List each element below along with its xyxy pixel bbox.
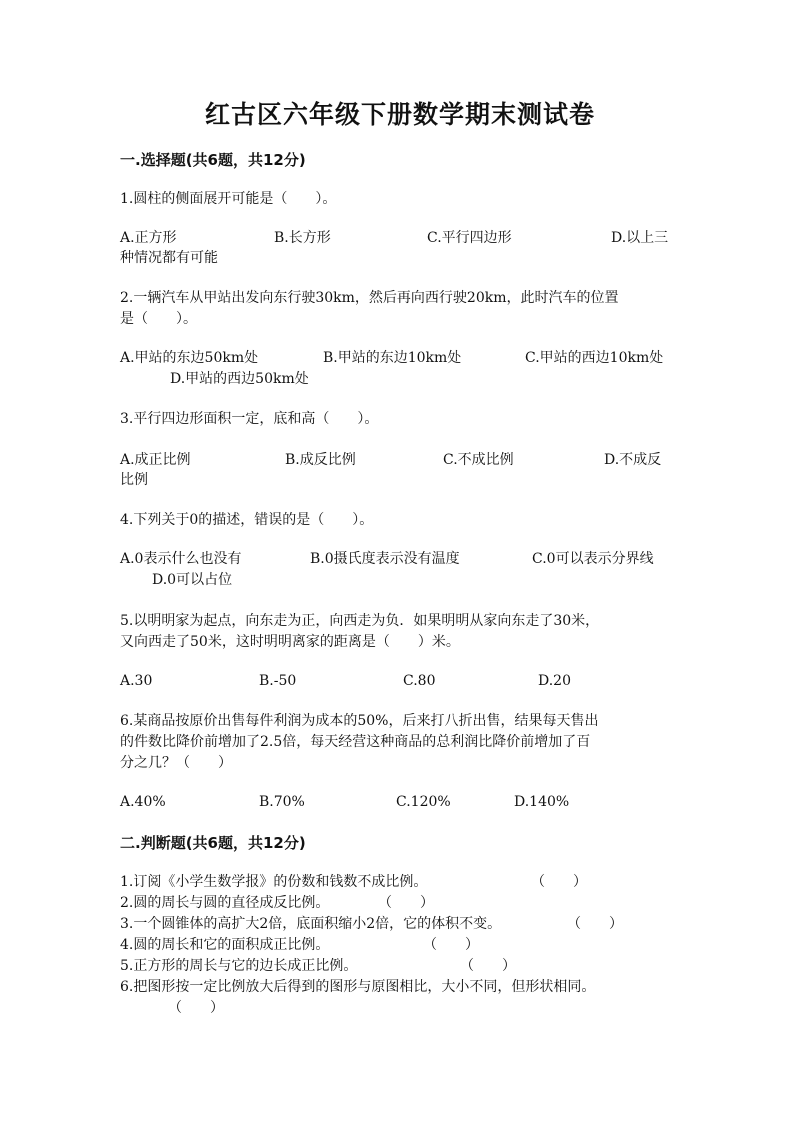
q4-option-a: A.0表示什么也没有 (120, 551, 242, 567)
judge-item-5: 5.正方形的周长与它的边长成正比例。 (120, 958, 358, 974)
q5-option-c: C.80 (403, 673, 436, 689)
q1-option-b: B.长方形 (274, 230, 331, 246)
q5-option-b: B.-50 (259, 673, 297, 689)
q2-option-c: C.甲站的西边10km处 (525, 350, 664, 366)
q2-option-b: B.甲站的东边10km处 (323, 350, 462, 366)
q2-option-d: D.甲站的西边50km处 (170, 371, 309, 387)
q1-option-c: C.平行四边形 (427, 230, 512, 246)
question-6-stem-line2: 的件数比降价前增加了2.5倍，每天经营这种商品的总利润比降价前增加了百 (120, 734, 591, 750)
q1-option-d-continued: 种情况都有可能 (120, 250, 218, 266)
judge-item-1-answer-blank[interactable]: （ ） (531, 874, 587, 890)
judge-item-4: 4.圆的周长和它的面积成正比例。 (120, 937, 330, 953)
q5-option-a: A.30 (120, 673, 153, 689)
q2-option-a: A.甲站的东边50km处 (120, 350, 259, 366)
q6-option-b: B.70% (259, 794, 305, 810)
question-1-stem: 1.圆柱的侧面展开可能是（ ）。 (120, 191, 337, 207)
section-heading-judge: 二.判断题(共6题，共12分) (120, 834, 306, 852)
judge-item-3: 3.一个圆锥体的高扩大2倍，底面积缩小2倍，它的体积不变。 (120, 916, 502, 932)
q3-option-d-continued: 比例 (120, 472, 148, 488)
question-2-stem-line2: 是（ ）。 (120, 311, 197, 327)
q3-option-a: A.成正比例 (120, 452, 191, 468)
page-title: 红古区六年级下册数学期末测试卷 (204, 100, 595, 129)
judge-item-2-answer-blank[interactable]: （ ） (378, 895, 434, 911)
question-4-stem: 4.下列关于0的描述，错误的是（ ）。 (120, 512, 374, 528)
judge-item-3-answer-blank[interactable]: （ ） (567, 916, 623, 932)
question-3-stem: 3.平行四边形面积一定，底和高（ ）。 (120, 411, 379, 427)
question-6-stem-line1: 6.某商品按原价出售每件利润为成本的50%，后来打八折出售，结果每天售出 (120, 713, 599, 729)
q1-option-a: A.正方形 (120, 230, 177, 246)
q6-option-d: D.140% (514, 794, 570, 810)
question-5-stem-line2: 又向西走了50米，这时明明离家的距离是（ ）米。 (120, 634, 460, 650)
q3-option-b: B.成反比例 (285, 452, 356, 468)
q6-option-a: A.40% (120, 794, 166, 810)
question-6-stem-line3: 分之几？（ ） (120, 755, 232, 771)
judge-item-5-answer-blank[interactable]: （ ） (460, 958, 516, 974)
judge-item-6-answer-blank[interactable]: （ ） (168, 1000, 224, 1016)
judge-item-1: 1.订阅《小学生数学报》的份数和钱数不成比例。 (120, 874, 428, 890)
q1-option-d: D.以上三 (611, 230, 669, 246)
q4-option-d: D.0可以占位 (152, 572, 233, 588)
q4-option-c: C.0可以表示分界线 (532, 551, 654, 567)
judge-item-2: 2.圆的周长与圆的直径成反比例。 (120, 895, 330, 911)
q6-option-c: C.120% (396, 794, 451, 810)
judge-item-4-answer-blank[interactable]: （ ） (423, 937, 479, 953)
question-5-stem-line1: 5.以明明家为起点，向东走为正，向西走为负．如果明明从家向东走了30米， (120, 613, 600, 629)
judge-item-6: 6.把图形按一定比例放大后得到的图形与原图相比，大小不同，但形状相同。 (120, 979, 596, 995)
question-2-stem-line1: 2.一辆汽车从甲站出发向东行驶30km，然后再向西行驶20km，此时汽车的位置 (120, 290, 619, 306)
q5-option-d: D.20 (538, 673, 571, 689)
q3-option-c: C.不成比例 (443, 452, 514, 468)
q4-option-b: B.0摄氏度表示没有温度 (310, 551, 460, 567)
section-heading-choice: 一.选择题(共6题，共12分) (120, 151, 306, 169)
q3-option-d: D.不成反 (604, 452, 662, 468)
